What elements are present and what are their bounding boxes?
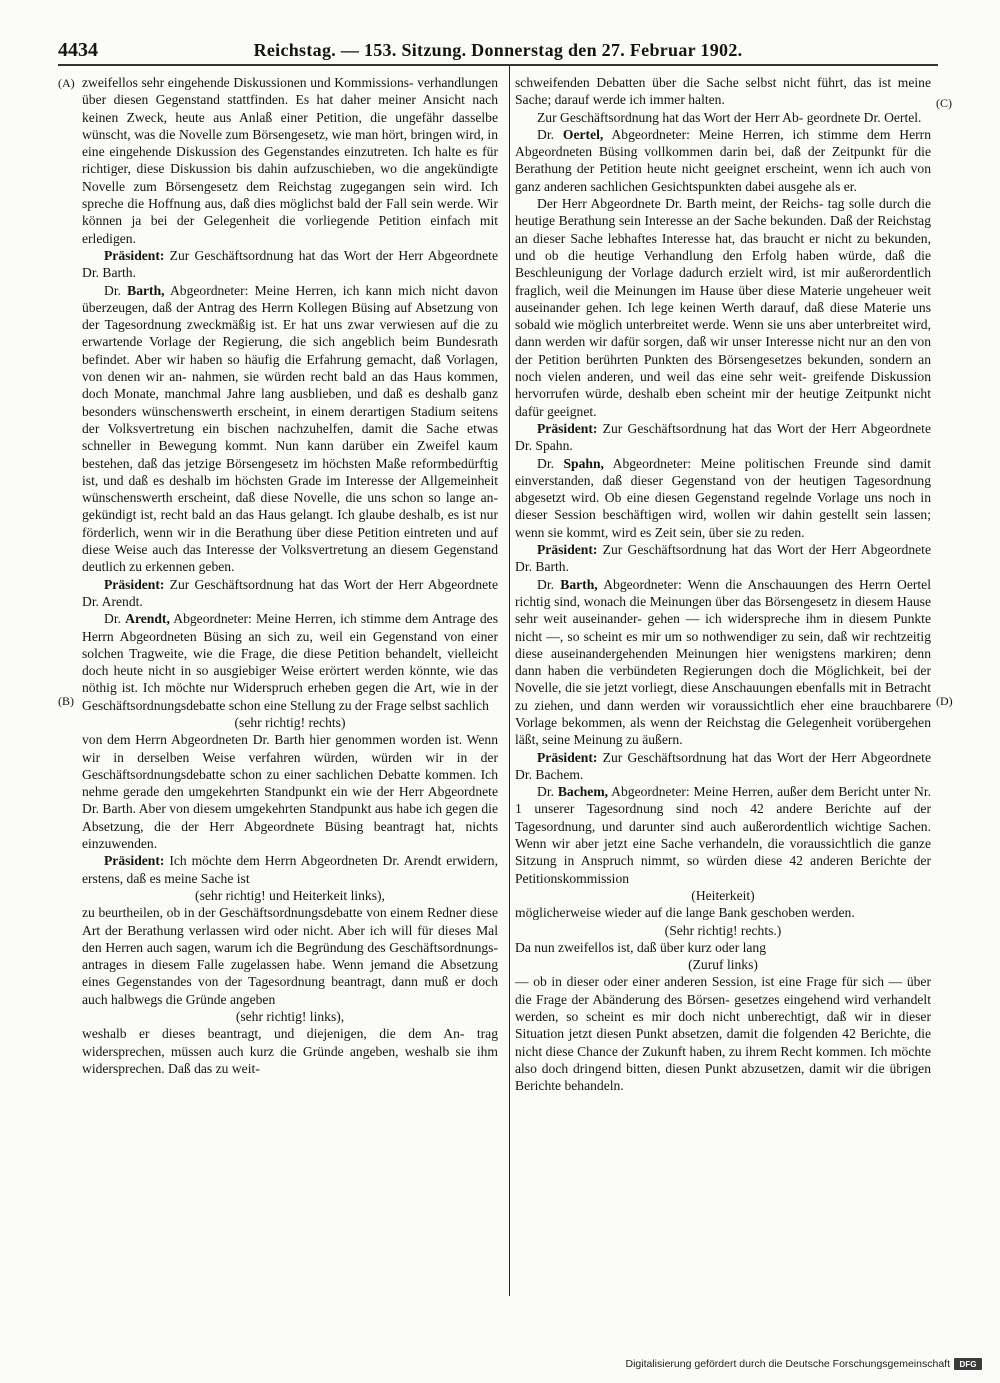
speaker-name: Präsident: (104, 853, 165, 869)
paragraph: schweifenden Debatten über die Sache selbst nicht führt, das ist meine Sache; darauf werde ich immer halten. (515, 75, 931, 108)
speaker-name: Präsident: (537, 749, 598, 765)
paragraph: zweifellos sehr eingehende Diskussionen und Kommissions- verhandlungen über diesen Gegenstand stattfinden. Es hat daher meiner Ansicht nach keinen Zweck, heute aus Anlaß einer Petition, die ungefähr dasselbe wünscht, was die Novelle zum Börsengesetz, wie man hört, bringen wird, in eine eingehende Diskussion des Gegenstandes einzutreten. Ich halte es für richtiger, diese Diskussion bis dahin aufzuschieben, wo die angekündigte Novelle zum Börsengesetz dem Reichstag zugegangen sein wird. Ich spreche die Hoffnung aus, daß dies möglichst bald der Fall sein werde. Wir können ja bei der Gelegenheit die vorliegende Petition einfach mit erledigen. (82, 75, 498, 246)
speaker-name: Präsident: (104, 247, 165, 263)
speaker-name: Bachem, (557, 784, 609, 800)
footer (625, 1358, 982, 1370)
speech-president (515, 420, 931, 455)
paragraph: — ob in dieser oder einer anderen Session, ist eine Frage für sich — über die Frage der Abänderung des Börsen- gesetzes eingehend wird verhandelt werden, so scheint es mir doch nicht unberechtigt, daß wir in dieser Situation jetzt diesen Punkt absetzen, damit die folgenden 42 Berichte, die nicht diese Chance der Zukunft haben, zu ihrem Recht kommen. Ich möchte also doch dringend bitten, diesen Punkt abzusetzen, damit wir die übrigen Berichte behandeln. (515, 974, 931, 1094)
margin-mark-c: (C) (936, 96, 952, 110)
dfg-logo-icon: DFG (954, 1358, 982, 1370)
speech-text: Zur Geschäftsordnung hat das Wort der Herr Abgeordnete Dr. Arendt. (82, 576, 498, 609)
speaker-title: Dr. (537, 455, 564, 471)
speaker-name: Oertel, (562, 126, 604, 142)
page-number: 4434 (58, 38, 98, 61)
paragraph: Der Herr Abgeordnete Dr. Barth meint, der Reichs- tag solle durch die heutige Berathung sein Interesse an der Sache bekunden. Daß der Reichstag an dieser Sache lebhaftes Interesse hat, das braucht er nicht zu bekunden, und ob die heutige Verhandlung den Erfolg haben würde, daß die Beschleunigung der Vorlage dadurch erzielt wird, ist mir außerordentlich fraglich, weil die Meinungen im Hause über diese Materie ungeheuer weit auseinander gehen. Ich lege keinen Werth darauf, daß diese Materie uns sobald wie möglich unterbreitet werde. Wenn sie uns aber unterbreitet wird, dann werden wir dafür sorgen, daß wir unser Interesse nicht nur an den von der Petition berührten Punkten des Börsengesetzes bekunden, sondern an noch vielen anderen, und weil das eine sehr weit- greifende Diskussion hervorrufen würde, deshalb eben scheint mir der heutige Zeitpunkt nicht dafür geeignet. (515, 196, 931, 419)
speech-text: Abgeordneter: Wenn die Anschauungen des Herrn Oertel richtig sind, wonach die Meinungen über das Börsengesetz in diesem Hause sehr weit auseinander- gehen — ich widerspreche ihm in diesem Punkte nicht —, so scheint es mir um so nothwendiger zu sein, daß wir rechtzeitig diese auseinandergehenden Meinungen hier wenigstens markiren; denn dann haben die verbündeten Regierungen doch die Möglichkeit, bei der Novelle, die sie jetzt vorliegt, diese Anschauungen ebenfalls mit in Betracht zu ziehen, und dann werden wir voraussichtlich eher eine brauchbarere Vorlage bekommen, als wenn der Reichstag die Gelegenheit vorübergehen läßt, seine Meinung zu äußern. (515, 576, 931, 748)
speaker-name: Barth, (127, 282, 165, 298)
speaker-title: Dr. (537, 784, 558, 800)
left-column (82, 74, 498, 1304)
paragraph: weshalb er dieses beantragt, und diejenigen, die dem An- trag widersprechen, müssen auch kurz die Gründe angeben, weshalb sie ihm widersprechen. Daß das zu weit- (82, 1026, 498, 1076)
speech-barth (82, 282, 498, 576)
interjection: (Sehr richtig! rechts.) (664, 922, 782, 938)
interjection: (sehr richtig! und Heiterkeit links), (195, 887, 385, 903)
paragraph: zu beurtheilen, ob in der Geschäftsordnungsdebatte von einem Redner diese Art der Berathung verlassen wird oder nicht. Aber ich will für dieses Mal den Herren auch sagen, warum ich die Begründung des Geschäftsordnungs- antrages in diesem Falle zugelassen habe. Wenn jemand die Absetzung eines Gegenstandes von der Tagesordnung beantragt, dann muß er doch auch halbwegs die Gründe angeben (82, 905, 498, 1007)
speech-text: Abgeordneter: Meine Herren, außer dem Bericht unter Nr. 1 unserer Tagesordnung sind noch 42 andere Berichte auf der Tagesordnung, und darunter sind auch außerordentlich wichtige Sachen. Wenn wir aber jetzt eine Sache verhandeln, die voraussichtlich die ganze Sitzung in Anspruch nimmt, so würden diese 42 anderen Berichte der Petitionskommission (515, 784, 931, 886)
speaker-title: Dr. (104, 611, 126, 627)
margin-mark-d: (D) (936, 694, 953, 708)
speaker-name: Präsident: (104, 576, 165, 592)
speaker-name: Präsident: (537, 542, 598, 558)
speech-text: Zur Geschäftsordnung hat das Wort der Herr Abgeordnete Dr. Barth. (82, 247, 498, 281)
speech-text: Zur Geschäftsordnung hat das Wort der Herr Abgeordnete Dr. Bachem. (515, 749, 931, 782)
speech-president (515, 541, 931, 576)
margin-mark-b: (B) (58, 694, 74, 708)
speech-president (82, 852, 498, 887)
paragraph: Zur Geschäftsordnung hat das Wort der Herr Ab- geordnete Dr. Oertel. (537, 109, 922, 125)
margin-mark-a: (A) (58, 76, 75, 90)
speaker-name: Barth, (560, 576, 598, 592)
speaker-title: Dr. (537, 126, 563, 142)
speech-president (82, 247, 498, 282)
speaker-name: Präsident: (537, 420, 598, 436)
speech-text: Abgeordneter: Meine Herren, ich stimme dem Herrn Abgeordneten Büsing vollkommen darin bei, daß der Zeitpunkt für die Berathung der Petition heute nicht geeignet erscheint, wenn ich auch von ganz anderen sachlichen Gesichtspunkten dabei ausgehe als er. (515, 126, 931, 194)
speech-text: Zur Geschäftsordnung hat das Wort der Herr Abgeordnete Dr. Barth. (515, 542, 931, 575)
speaker-title: Dr. (104, 282, 128, 298)
interjection: (Heiterkeit) (691, 887, 755, 903)
speaker-name: Arendt, (125, 611, 170, 627)
running-title: Reichstag. — 153. Sitzung. Donnerstag den 27. Februar 1902. (253, 39, 743, 60)
interjection: (sehr richtig! links), (235, 1009, 345, 1025)
speech-president (82, 576, 498, 611)
speech-text: Abgeordneter: Meine Herren, ich stimme dem Antrage des Herrn Abgeordneten Büsing an sich zu, weil ein Gegenstand von einer solchen Tragweite, wie die Frage, die diese Petition behandelt, vielleicht doch heute nicht in so ausgiebiger Weise erörtert werden könnte, wie das nöthig ist. Ich möchte nur Widerspruch erheben gegen die Art, wie in der Geschäftsordnungsdebatte schon eine Stellung zu der Frage selbst sachlich (82, 611, 498, 713)
page-header (58, 36, 938, 66)
interjection: (Zuruf links) (688, 957, 758, 973)
column-divider (509, 66, 510, 1296)
speech-text: Ich möchte dem Herrn Abgeordneten Dr. Arendt erwidern, erstens, daß es meine Sache ist (82, 853, 498, 886)
interjection: (sehr richtig! rechts) (234, 714, 346, 730)
speech-barth (515, 576, 931, 749)
speech-arendt (82, 610, 498, 714)
speech-oertel (515, 126, 931, 195)
speech-president (515, 749, 931, 784)
speech-bachem (515, 783, 931, 887)
paragraph: von dem Herrn Abgeordneten Dr. Barth hier genommen worden ist. Wenn wir in derselben Weise verfahren würden, würden wir in der Geschäftsordnungsdebatte schon zu einer sachlichen Debatte kommen. Ich nehme gerade den umgekehrten Standpunkt ein wie der Herr Abgeordnete Dr. Barth. Aber von diesem umgekehrten Standpunkt aus habe ich gegen die Absetzung, die der Herr Abgeordnete Büsing beantragt hat, nichts einzuwenden. (82, 732, 498, 852)
paragraph: möglicherweise wieder auf die lange Bank geschoben werden. (515, 905, 855, 921)
speech-text: Abgeordneter: Meine Herren, ich kann mich nicht davon überzeugen, daß der Antrag des Herrn Kollegen Büsing auf Absetzung von der Tagesordnung zweckmäßig ist. Er hat uns zwar verwiesen auf die zu erwartende Vorlage der Regierung, die sich angeblich beim Bundesrath befindet. Aber wir haben so häufig die Erfahrung gemacht, daß Vorlagen, von denen wir an- nahmen, sie würden recht bald an das Haus kommen, doch Monate, manchmal Jahre lang ausblieben, und daß es deshalb ganz besonders wünschenswerth erscheint, in einem derartigen Stadium seitens der Volksvertretung ein bischen nachzuhelfen, damit die Sache etwas schneller in Bewegung kommt. Nun kann darüber ein Zweifel kaum bestehen, daß das jetzige Börsengesetz im höchsten Maße reformbedürftig ist, und daß es deshalb im höchsten Grade im Interesse der Allgemeinheit wünschenswerth erscheint, daß diese Novelle, die uns schon so lange an- gekündigt ist, recht bald an das Haus gelangt. Ich glaube deshalb, es ist nur förderlich, wenn wir in die Berathung über diese Petition eintreten und auf diese Weise auch das Interesse der Volksvertretung an diesem Gegenstand deutlich zu erkennen geben. (82, 282, 498, 575)
right-column (515, 74, 931, 1304)
footer-credit: Digitalisierung gefördert durch die Deutsche Forschungsgemeinschaft (625, 1358, 950, 1370)
speech-text: Zur Geschäftsordnung hat das Wort der Herr Abgeordnete Dr. Spahn. (515, 420, 931, 454)
paragraph: Da nun zweifellos ist, daß über kurz oder lang (515, 939, 767, 955)
speech-text: Abgeordneter: Meine politischen Freunde sind damit einverstanden, daß dieser Gegenstand von der heutigen Tagesordnung abgesetzt wird. Ob eine diesen Gegenstand regelnde Vorlage uns noch in dieser Session beschäftigen wird, wollen wir dahin gestellt sein lassen; wenn sie kommt, wird es Zeit sein, über sie zu reden. (515, 455, 931, 540)
speaker-name: Spahn, (563, 455, 604, 471)
speech-spahn (515, 455, 931, 541)
speaker-title: Dr. (537, 576, 561, 592)
